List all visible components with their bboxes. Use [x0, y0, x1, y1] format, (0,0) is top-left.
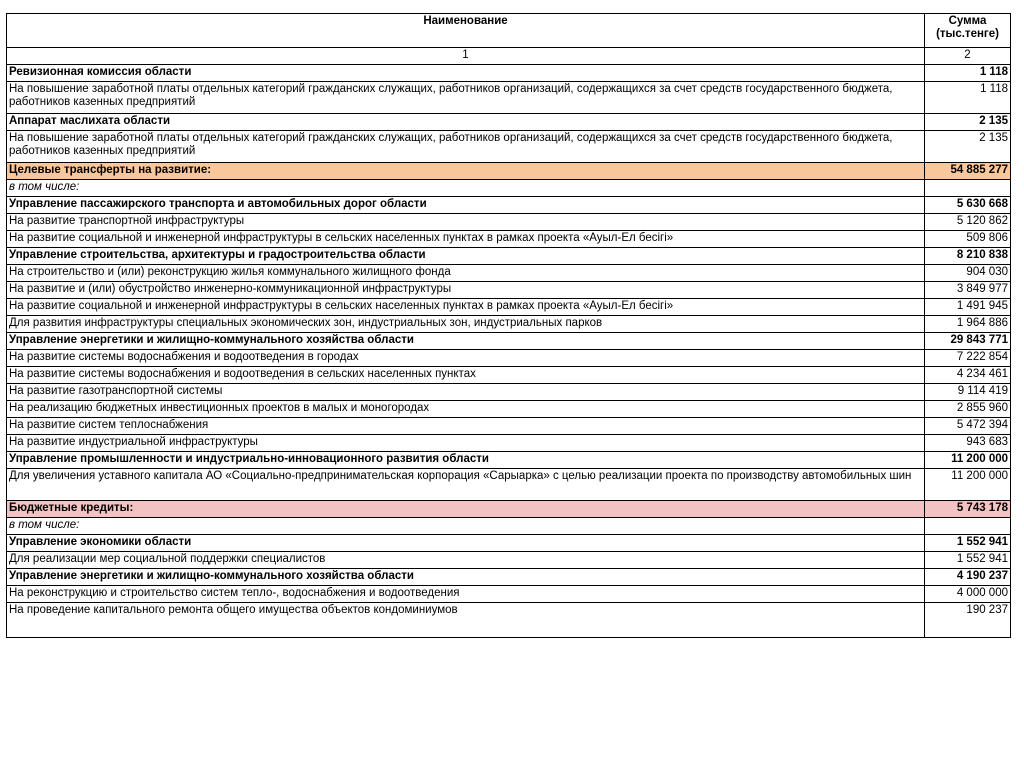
- table-header-row: [7, 14, 1011, 48]
- row-sum: 5 630 668: [925, 197, 1011, 214]
- budget-table-body: [7, 14, 1011, 638]
- row-name: На повышение заработной платы отдельных категорий гражданских служащих, работников организаций, содержащихся за счет средств государственного бюджета, работников казенных предприятий: [7, 131, 925, 163]
- row-name: Управление промышленности и индустриально-инновационного развития области: [7, 452, 925, 469]
- table-row: [7, 131, 1011, 163]
- row-sum: 8 210 838: [925, 248, 1011, 265]
- table-row: [7, 418, 1011, 435]
- table-row: [7, 114, 1011, 131]
- table-row: [7, 552, 1011, 569]
- row-name: На реконструкцию и строительство систем тепло-, водоснабжения и водоотведения: [7, 586, 925, 603]
- row-sum: 2 135: [925, 114, 1011, 131]
- budget-table: [6, 13, 1011, 638]
- row-sum: [925, 518, 1011, 535]
- table-row: [7, 180, 1011, 197]
- row-name: Ревизионная комиссия области: [7, 65, 925, 82]
- table-row: [7, 299, 1011, 316]
- row-name: На развитие транспортной инфраструктуры: [7, 214, 925, 231]
- row-sum: 1 964 886: [925, 316, 1011, 333]
- row-name: Для развития инфраструктуры специальных экономических зон, индустриальных зон, индустриальных парков: [7, 316, 925, 333]
- row-name: На развитие социальной и инженерной инфраструктуры в сельских населенных пунктах в рамках проекта «Ауыл-Ел бесігі»: [7, 299, 925, 316]
- row-name: На развитие социальной и инженерной инфраструктуры в сельских населенных пунктах в рамках проекта «Ауыл-Ел бесігі»: [7, 231, 925, 248]
- table-row: [7, 535, 1011, 552]
- row-sum: 1 118: [925, 65, 1011, 82]
- row-name: Для реализации мер социальной поддержки специалистов: [7, 552, 925, 569]
- column-number-row: [7, 48, 1011, 65]
- row-name: Аппарат маслихата области: [7, 114, 925, 131]
- row-sum: 5 743 178: [925, 501, 1011, 518]
- row-name: в том числе:: [7, 518, 925, 535]
- header-name: Наименование: [7, 14, 925, 48]
- row-name: Управление экономики области: [7, 535, 925, 552]
- row-sum: 904 030: [925, 265, 1011, 282]
- row-sum: 190 237: [925, 603, 1011, 638]
- table-row: [7, 82, 1011, 114]
- table-row: [7, 569, 1011, 586]
- table-row: [7, 501, 1011, 518]
- table-row: [7, 248, 1011, 265]
- table-row: [7, 367, 1011, 384]
- row-sum: 5 120 862: [925, 214, 1011, 231]
- row-sum: 2 135: [925, 131, 1011, 163]
- row-name: Управление строительства, архитектуры и градостроительства области: [7, 248, 925, 265]
- row-name: На развитие газотранспортной системы: [7, 384, 925, 401]
- table-row: [7, 452, 1011, 469]
- row-sum: 4 190 237: [925, 569, 1011, 586]
- table-row: [7, 231, 1011, 248]
- table-row: [7, 163, 1011, 180]
- table-row: [7, 316, 1011, 333]
- row-sum: [925, 180, 1011, 197]
- row-name: На строительство и (или) реконструкцию жилья коммунального жилищного фонда: [7, 265, 925, 282]
- table-row: [7, 401, 1011, 418]
- row-sum: 509 806: [925, 231, 1011, 248]
- table-row: [7, 469, 1011, 501]
- row-sum: 11 200 000: [925, 452, 1011, 469]
- row-sum: 4 000 000: [925, 586, 1011, 603]
- row-name: Для увеличения уставного капитала АО «Социально-предпринимательская корпорация «Сарыарка» с целью реализации проекта по производству автомобильных шин: [7, 469, 925, 501]
- row-sum: 1 491 945: [925, 299, 1011, 316]
- row-name: На развитие систем теплоснабжения: [7, 418, 925, 435]
- row-name: На развитие индустриальной инфраструктуры: [7, 435, 925, 452]
- table-row: [7, 333, 1011, 350]
- table-row: [7, 384, 1011, 401]
- table-row: [7, 586, 1011, 603]
- header-sum: Сумма (тыс.тенге): [925, 14, 1011, 48]
- row-name: Управление энергетики и жилищно-коммунального хозяйства области: [7, 333, 925, 350]
- table-row: [7, 435, 1011, 452]
- row-name: На повышение заработной платы отдельных категорий гражданских служащих, работников организаций, содержащихся за счет средств государственного бюджета, работников казенных предприятий: [7, 82, 925, 114]
- row-sum: 29 843 771: [925, 333, 1011, 350]
- row-sum: 943 683: [925, 435, 1011, 452]
- row-sum: 11 200 000: [925, 469, 1011, 501]
- row-name: На развитие системы водоснабжения и водоотведения в сельских населенных пунктах: [7, 367, 925, 384]
- table-row: [7, 518, 1011, 535]
- table-row: [7, 282, 1011, 299]
- row-name: На проведение капитального ремонта общего имущества объектов кондоминиумов: [7, 603, 925, 638]
- row-sum: 2 855 960: [925, 401, 1011, 418]
- row-sum: 3 849 977: [925, 282, 1011, 299]
- column-number-sum: 2: [925, 48, 1011, 65]
- table-row: [7, 350, 1011, 367]
- row-name: в том числе:: [7, 180, 925, 197]
- table-row: [7, 265, 1011, 282]
- table-row: [7, 197, 1011, 214]
- row-name: Бюджетные кредиты:: [7, 501, 925, 518]
- row-name: На развитие и (или) обустройство инженерно-коммуникационной инфраструктуры: [7, 282, 925, 299]
- row-name: Управление энергетики и жилищно-коммунального хозяйства области: [7, 569, 925, 586]
- row-name: Управление пассажирского транспорта и автомобильных дорог области: [7, 197, 925, 214]
- row-name: На реализацию бюджетных инвестиционных проектов в малых и моногородах: [7, 401, 925, 418]
- column-number-name: 1: [7, 48, 925, 65]
- row-sum: 5 472 394: [925, 418, 1011, 435]
- row-name: На развитие системы водоснабжения и водоотведения в городах: [7, 350, 925, 367]
- row-sum: 1 118: [925, 82, 1011, 114]
- table-row: [7, 603, 1011, 638]
- table-row: [7, 214, 1011, 231]
- row-sum: 9 114 419: [925, 384, 1011, 401]
- row-sum: 1 552 941: [925, 535, 1011, 552]
- table-row: [7, 65, 1011, 82]
- row-sum: 7 222 854: [925, 350, 1011, 367]
- row-sum: 4 234 461: [925, 367, 1011, 384]
- row-sum: 1 552 941: [925, 552, 1011, 569]
- row-name: Целевые трансферты на развитие:: [7, 163, 925, 180]
- row-sum: 54 885 277: [925, 163, 1011, 180]
